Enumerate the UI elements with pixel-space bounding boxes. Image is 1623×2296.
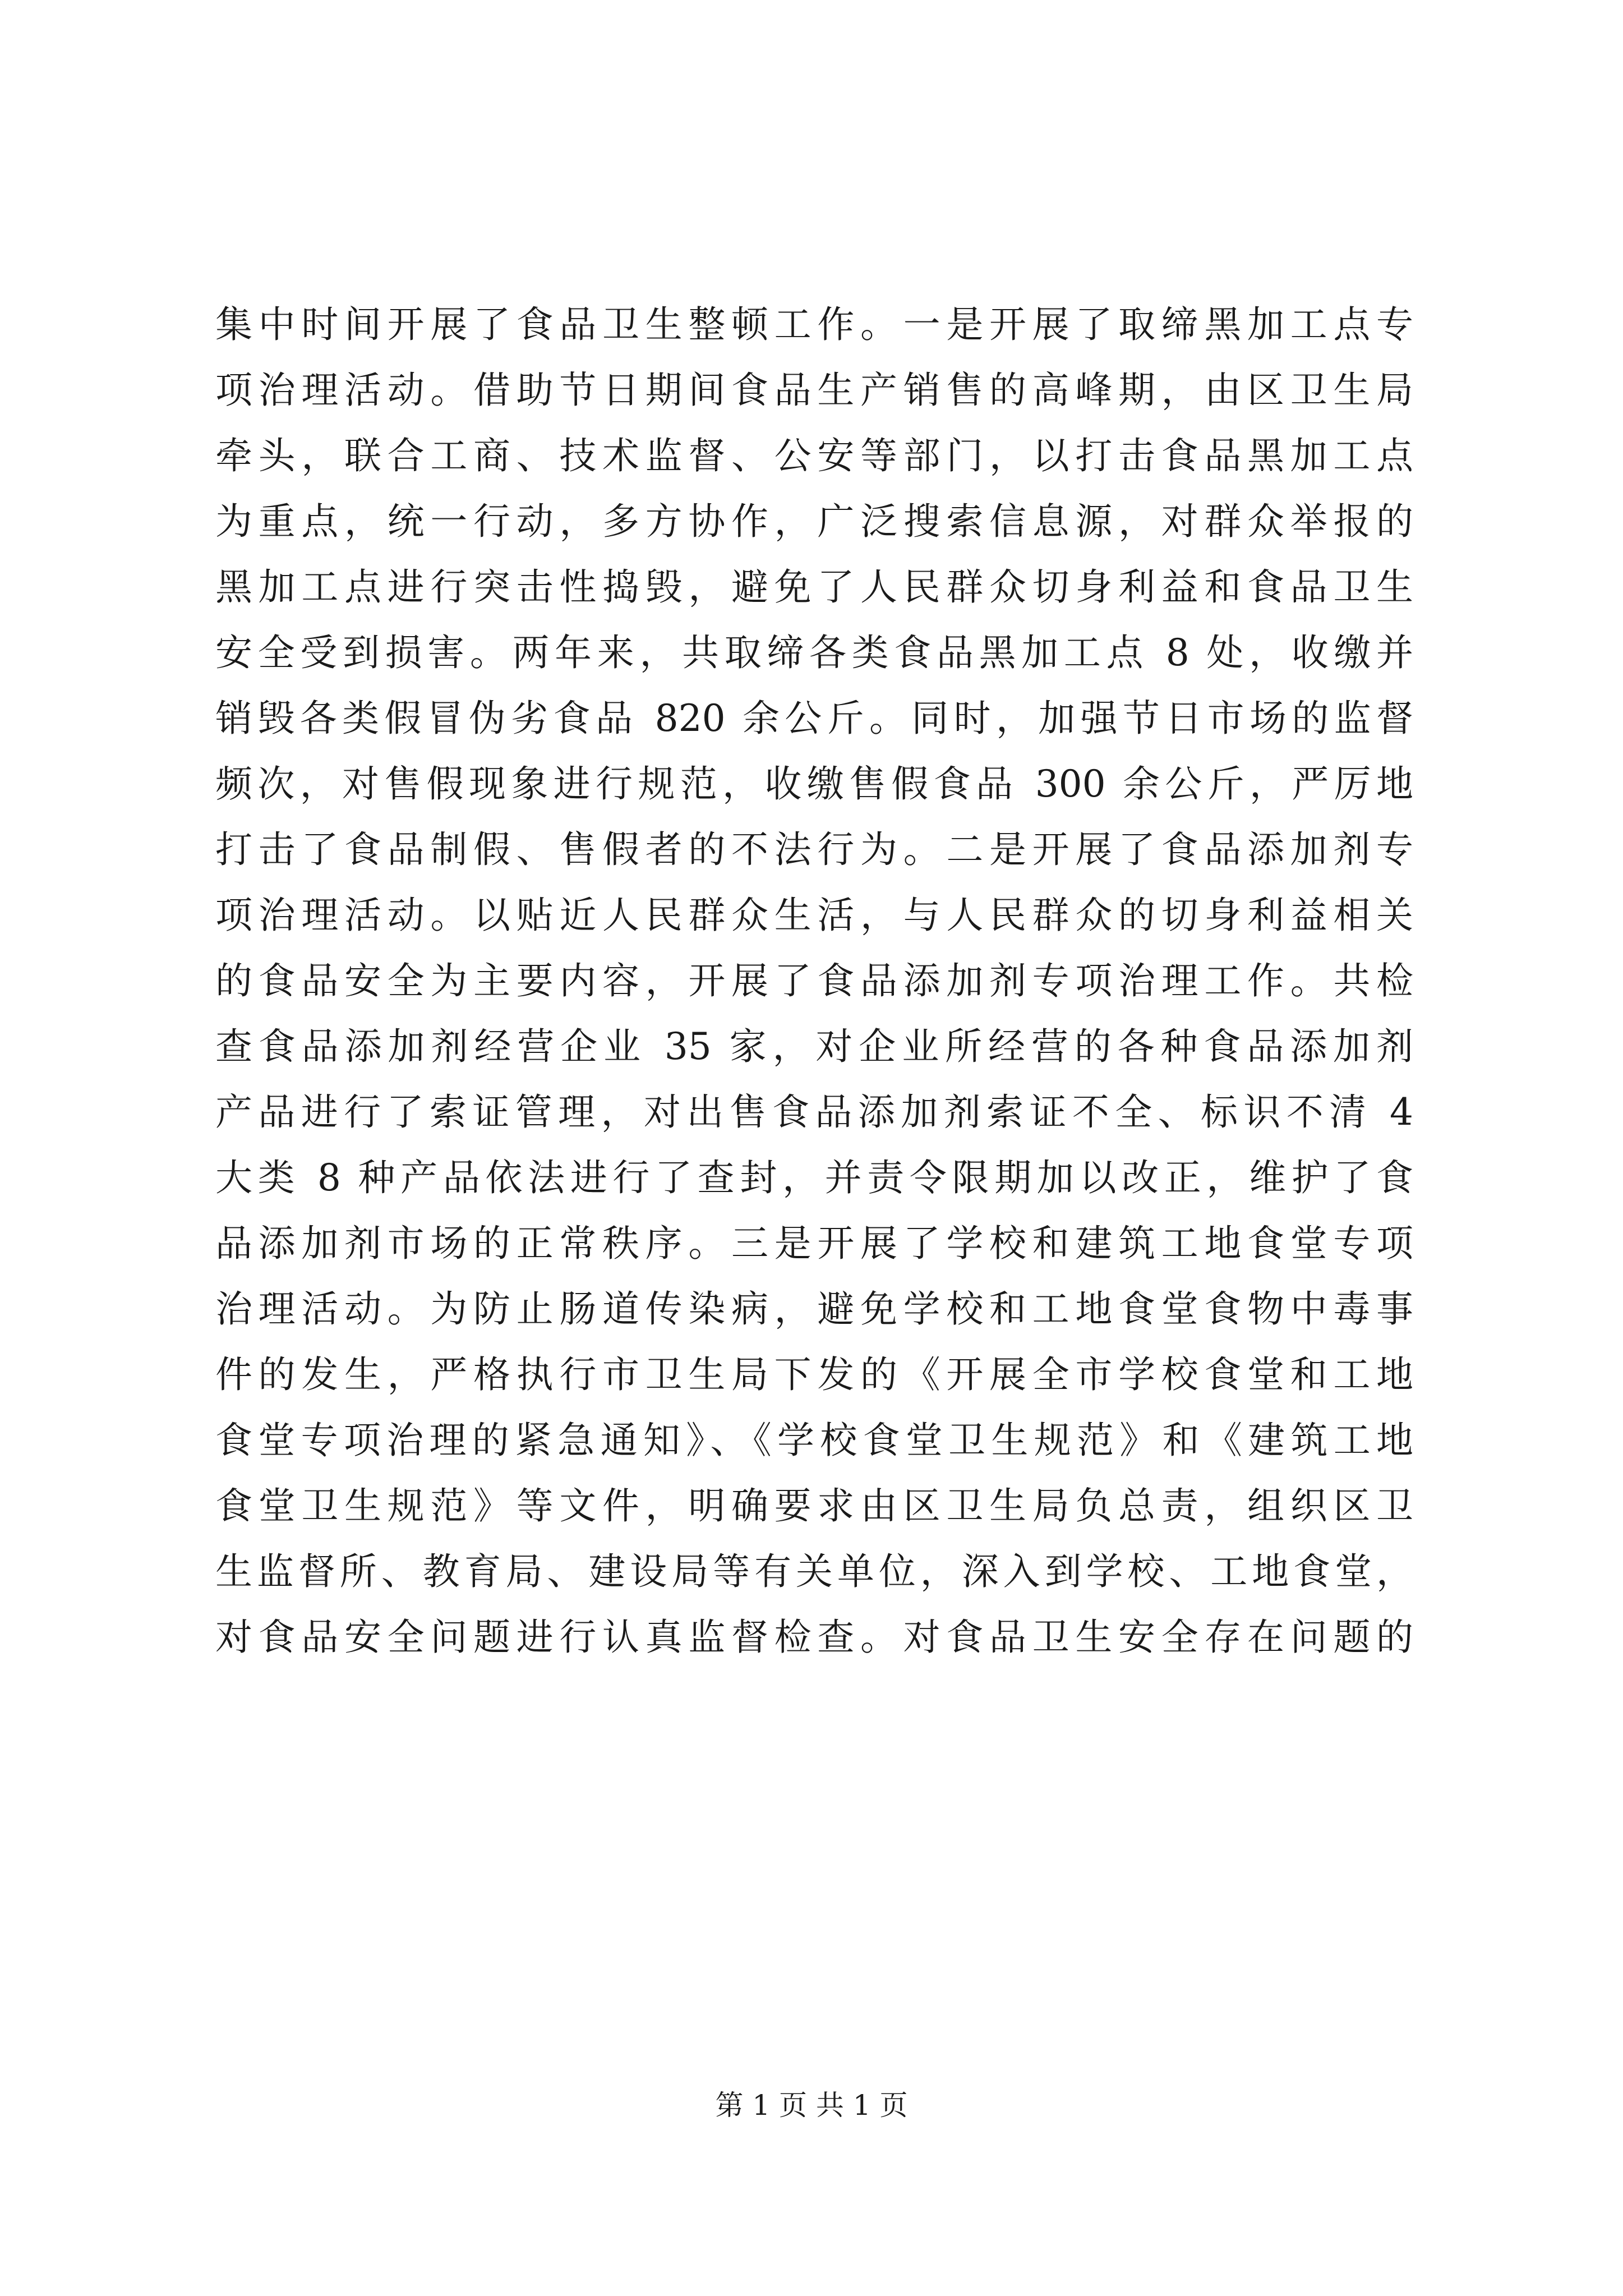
- text-line-8: 频次，对售假现象进行规范，收缴售假食品 300 余公斤，严厉地: [215, 762, 1413, 806]
- body-paragraph: [215, 292, 1413, 1670]
- text-line-12: 查食品添加剂经营企业 35 家，对企业所经营的各种食品添加剂: [215, 1025, 1413, 1068]
- text-line-5: 黑加工点进行突击性捣毁，避免了人民群众切身利益和食品卫生: [215, 565, 1413, 609]
- text-line-2: 项治理活动。借助节日期间食品生产销售的高峰期，由区卫生局: [215, 369, 1413, 412]
- text-line-16: 治理活动。为防止肠道传染病，避免学校和工地食堂食物中毒事: [215, 1287, 1413, 1331]
- text-line-18: 食堂专项治理的紧急通知》、《学校食堂卫生规范》和《建筑工地: [215, 1419, 1413, 1462]
- text-line-10: 项治理活动。以贴近人民群众生活，与人民群众的切身利益相关: [215, 894, 1413, 937]
- text-line-15: 品添加剂市场的正常秩序。三是开展了学校和建筑工地食堂专项: [215, 1222, 1413, 1265]
- text-line-9: 打击了食品制假、售假者的不法行为。二是开展了食品添加剂专: [215, 828, 1413, 871]
- text-line-4: 为重点，统一行动，多方协作，广泛搜索信息源，对群众举报的: [215, 500, 1413, 543]
- text-line-1: 集中时间开展了食品卫生整顿工作。一是开展了取缔黑加工点专: [215, 303, 1413, 346]
- page-number-footer: 第 1 页 共 1 页: [715, 2089, 908, 2122]
- text-line-11: 的食品安全为主要内容，开展了食品添加剂专项治理工作。共检: [215, 959, 1413, 1002]
- text-line-6: 安全受到损害。两年来，共取缔各类食品黑加工点 8 处，收缴并: [215, 631, 1413, 674]
- text-line-7: 销毁各类假冒伪劣食品 820 余公斤。同时，加强节日市场的监督: [215, 697, 1413, 740]
- text-line-17: 件的发生，严格执行市卫生局下发的《开展全市学校食堂和工地: [215, 1353, 1413, 1396]
- text-line-14: 大类 8 种产品依法进行了查封，并责令限期加以改正，维护了食: [215, 1156, 1413, 1199]
- text-line-19: 食堂卫生规范》等文件，明确要求由区卫生局负总责，组织区卫: [215, 1484, 1413, 1527]
- text-line-3: 牵头，联合工商、技术监督、公安等部门，以打击食品黑加工点: [215, 434, 1413, 477]
- text-line-21: 对食品安全问题进行认真监督检查。对食品卫生安全存在问题的: [215, 1616, 1413, 1659]
- text-line-13: 产品进行了索证管理，对出售食品添加剂索证不全、标识不清 4: [215, 1091, 1413, 1134]
- text-line-20: 生监督所、教育局、建设局等有关单位，深入到学校、工地食堂，: [215, 1550, 1413, 1593]
